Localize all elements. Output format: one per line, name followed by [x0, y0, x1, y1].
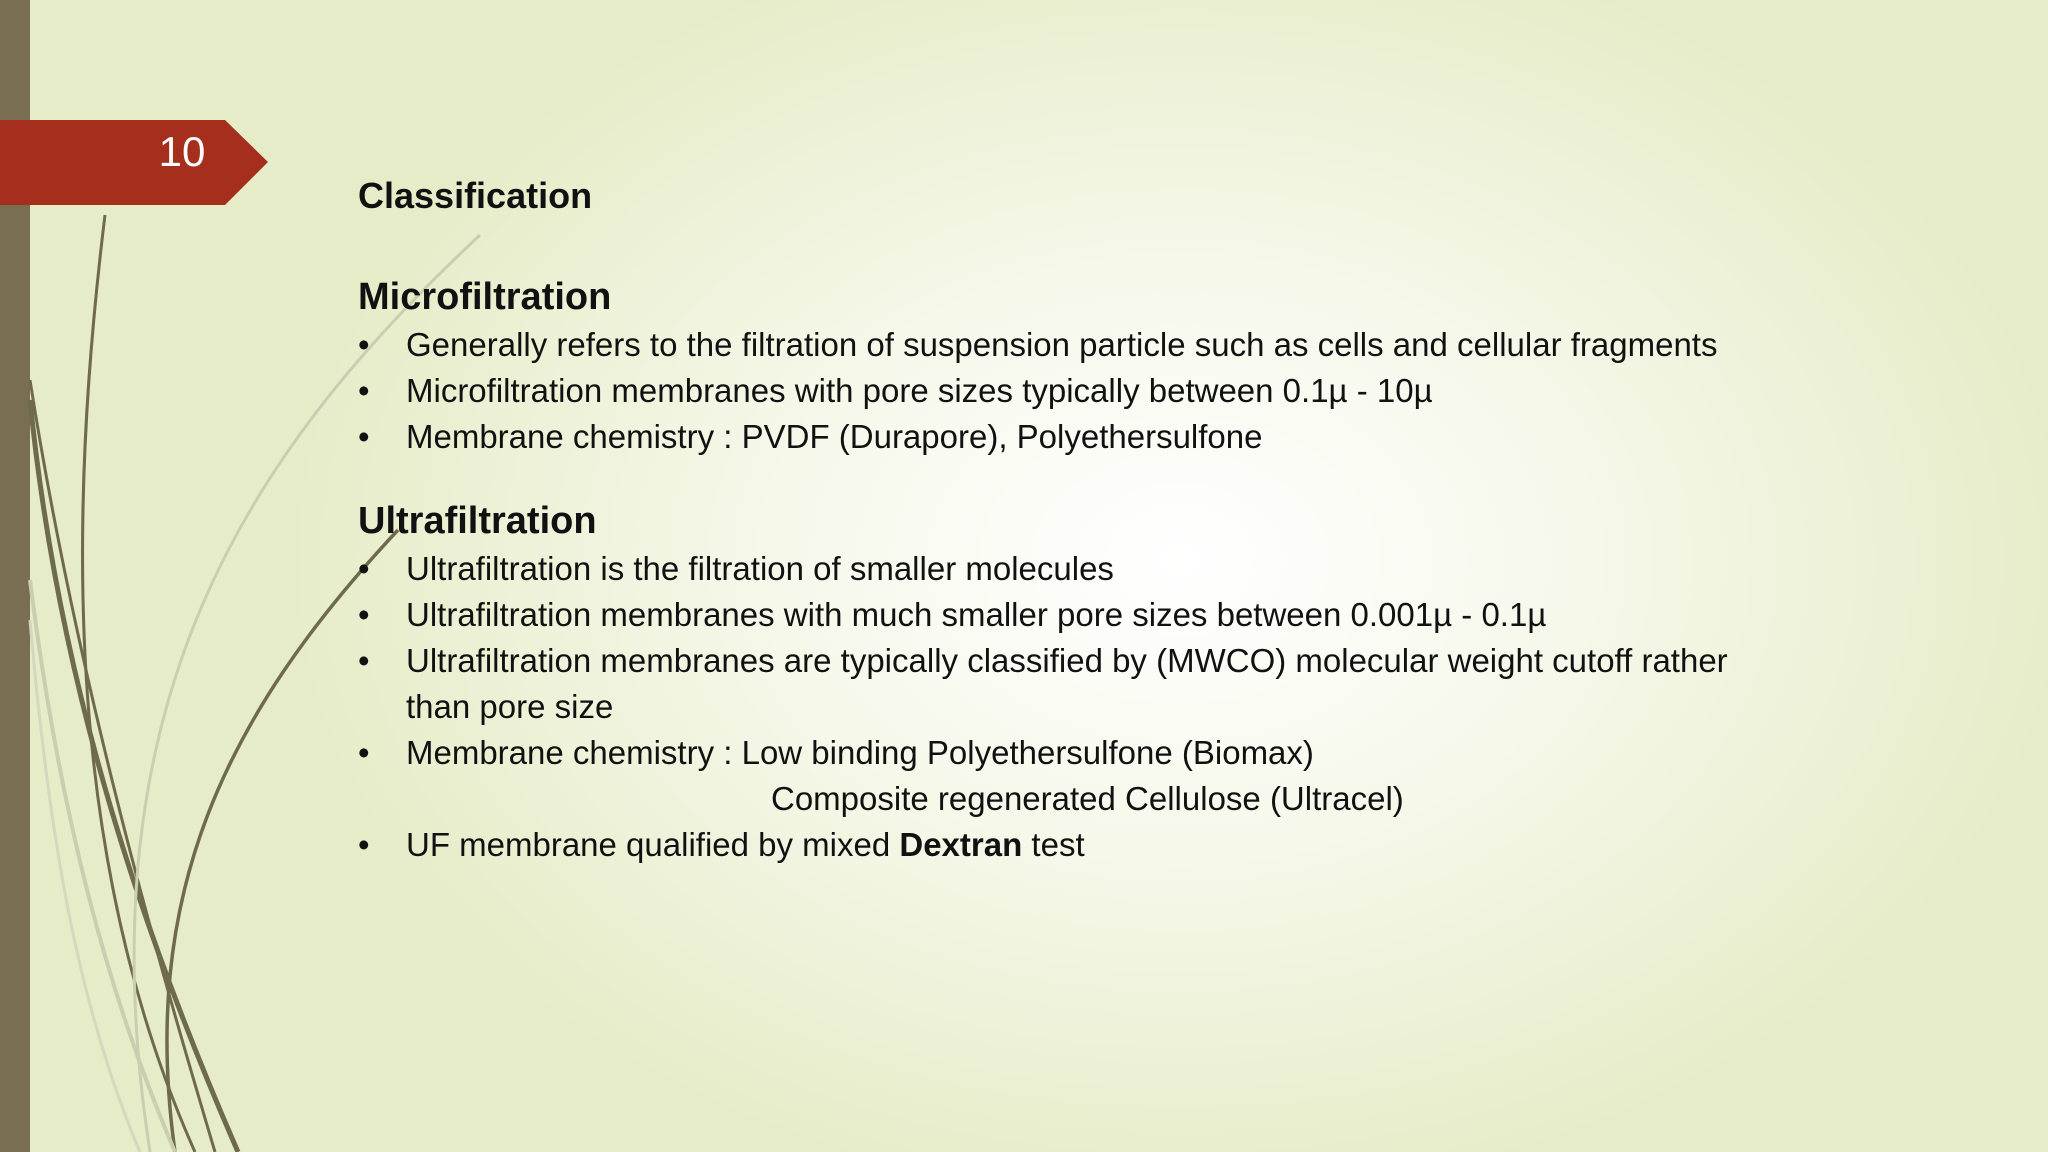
slide-content: [358, 172, 1758, 868]
list-item: • Ultrafiltration is the filtration of smaller molecules: [358, 546, 1758, 592]
list-item: [358, 730, 1758, 822]
dextran-suffix: test: [1022, 826, 1085, 863]
list-item: [358, 822, 1758, 868]
ultrafiltration-bullet-list: [358, 546, 1758, 868]
slide-title: Classification: [358, 175, 593, 216]
list-item: • Membrane chemistry : PVDF (Durapore), Polyethersulfone: [358, 414, 1758, 460]
section-heading-ultrafiltration: Ultrafiltration: [358, 500, 597, 542]
dextran-bold: Dextran: [899, 826, 1023, 863]
microfiltration-bullet-list: [358, 322, 1758, 460]
list-item: • Generally refers to the filtration of suspension particle such as cells and cellular fragments: [358, 322, 1758, 368]
slide-number: 10: [158, 128, 206, 175]
list-item: • Microfiltration membranes with pore sizes typically between 0.1µ - 10µ: [358, 368, 1758, 414]
slide-number-tag: [0, 120, 268, 205]
dextran-prefix: UF membrane qualified by mixed: [406, 826, 900, 863]
chemistry-line-2: Composite regenerated Cellulose (Ultracel): [771, 780, 1404, 817]
list-item: • Ultrafiltration membranes are typically classified by (MWCO) molecular weight cutoff rather than pore size: [358, 638, 1758, 730]
list-item: • Ultrafiltration membranes with much smaller pore sizes between 0.001µ - 0.1µ: [358, 592, 1758, 638]
section-heading-microfiltration: Microfiltration: [358, 276, 612, 318]
chemistry-line-1: Membrane chemistry : Low binding Polyethersulfone (Biomax): [406, 734, 1314, 771]
